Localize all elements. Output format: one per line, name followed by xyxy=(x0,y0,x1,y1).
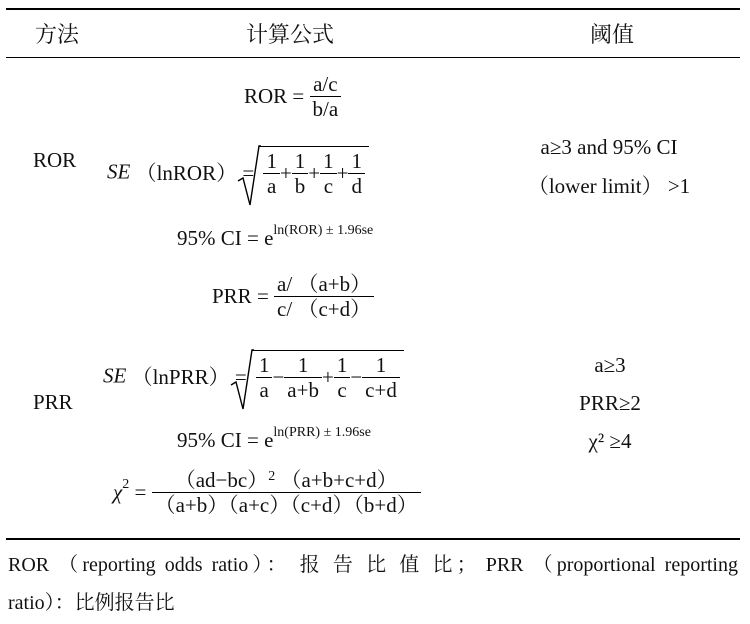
ror-threshold xyxy=(500,128,718,206)
bottom-rule xyxy=(6,538,740,540)
prr-threshold xyxy=(530,346,690,460)
ror-sqrt: $\frac{1}{a}$ + $\frac{1}{b}$ + $\frac{1}{c}$ + $\frac{1}{d}$ xyxy=(259,146,369,198)
prr-sqrt: $\frac{1}{a}$ − $\frac{1}{a+b}$ + $\frac{1}{c}$ − $\frac{1}{c+d}$ xyxy=(252,350,404,402)
chi-square-formula: $\chi^2$ = $\frac{(ad-bc)^2 (a+b+c+d)}{(a+b)(a+c)(c+d)(b+d)}$ xyxy=(113,468,421,517)
ror-threshold-line-1: a≥3 and 95% CI xyxy=(540,135,678,159)
footnote-line-2: ratio）：比例报告比 xyxy=(8,592,175,614)
ror-se-formula xyxy=(107,146,369,198)
prr-ci-lhs: 95% CI = e xyxy=(177,428,274,452)
sqrt-sign-icon xyxy=(230,349,254,411)
ror-numerator: a/c xyxy=(313,72,338,96)
prr-formula xyxy=(212,272,374,321)
ror-se-arg: （lnROR） = xyxy=(135,161,255,186)
header-threshold: 阈值 xyxy=(590,22,635,47)
ror-denominator: b/a xyxy=(310,96,342,121)
footnote xyxy=(8,546,738,622)
chi-denominator: （a+b）（a+c）（c+d）（b+d） xyxy=(152,492,421,517)
chi-symbol: χ xyxy=(113,480,123,505)
ror-ci-exponent: ln(ROR) ± 1.96se xyxy=(273,223,374,238)
prr-numerator: a/ （a+b） xyxy=(277,272,372,296)
prr-threshold-line-1: a≥3 xyxy=(594,353,626,377)
prr-se-formula xyxy=(103,350,404,402)
chi-fraction xyxy=(152,468,421,517)
ror-formula xyxy=(244,72,341,121)
prr-fraction xyxy=(274,272,374,321)
prr-denominator: c/ （c+d） xyxy=(274,296,374,321)
header-rule xyxy=(6,57,740,58)
prr-lhs: PRR = xyxy=(212,284,269,309)
header-formula: 计算公式 xyxy=(246,22,335,47)
ror-lhs: ROR = xyxy=(244,84,305,109)
prr-threshold-line-2: PRR≥2 xyxy=(579,391,641,415)
footnote-line-1: ROR （reporting odds ratio）： 报 告 比 值 比； PRR （proportional reporting xyxy=(8,554,738,576)
ror-fraction xyxy=(310,72,342,121)
ror-se-label: SE xyxy=(107,159,131,184)
prr-ci-formula xyxy=(177,425,371,453)
prr-ci-exponent: ln(PRR) ± 1.96se xyxy=(273,425,371,440)
sqrt-sign-icon xyxy=(237,145,261,207)
method-prr: PRR xyxy=(33,390,73,414)
ror-threshold-line-2: （lower limit） >1 xyxy=(527,174,691,198)
top-rule xyxy=(6,8,740,10)
ror-ci-formula xyxy=(177,223,374,251)
chi-equals: = xyxy=(134,480,147,505)
prr-threshold-line-3: χ² ≥4 xyxy=(588,429,632,453)
prr-se-arg: （lnPRR） = xyxy=(131,365,247,390)
chi-numerator: $(ad-bc)^2$ （a+b+c+d） xyxy=(174,468,398,492)
method-ror: ROR xyxy=(33,148,77,172)
prr-se-label: SE xyxy=(103,363,127,388)
ror-ci-lhs: 95% CI = e xyxy=(177,226,274,250)
header-method: 方法 xyxy=(35,22,80,47)
